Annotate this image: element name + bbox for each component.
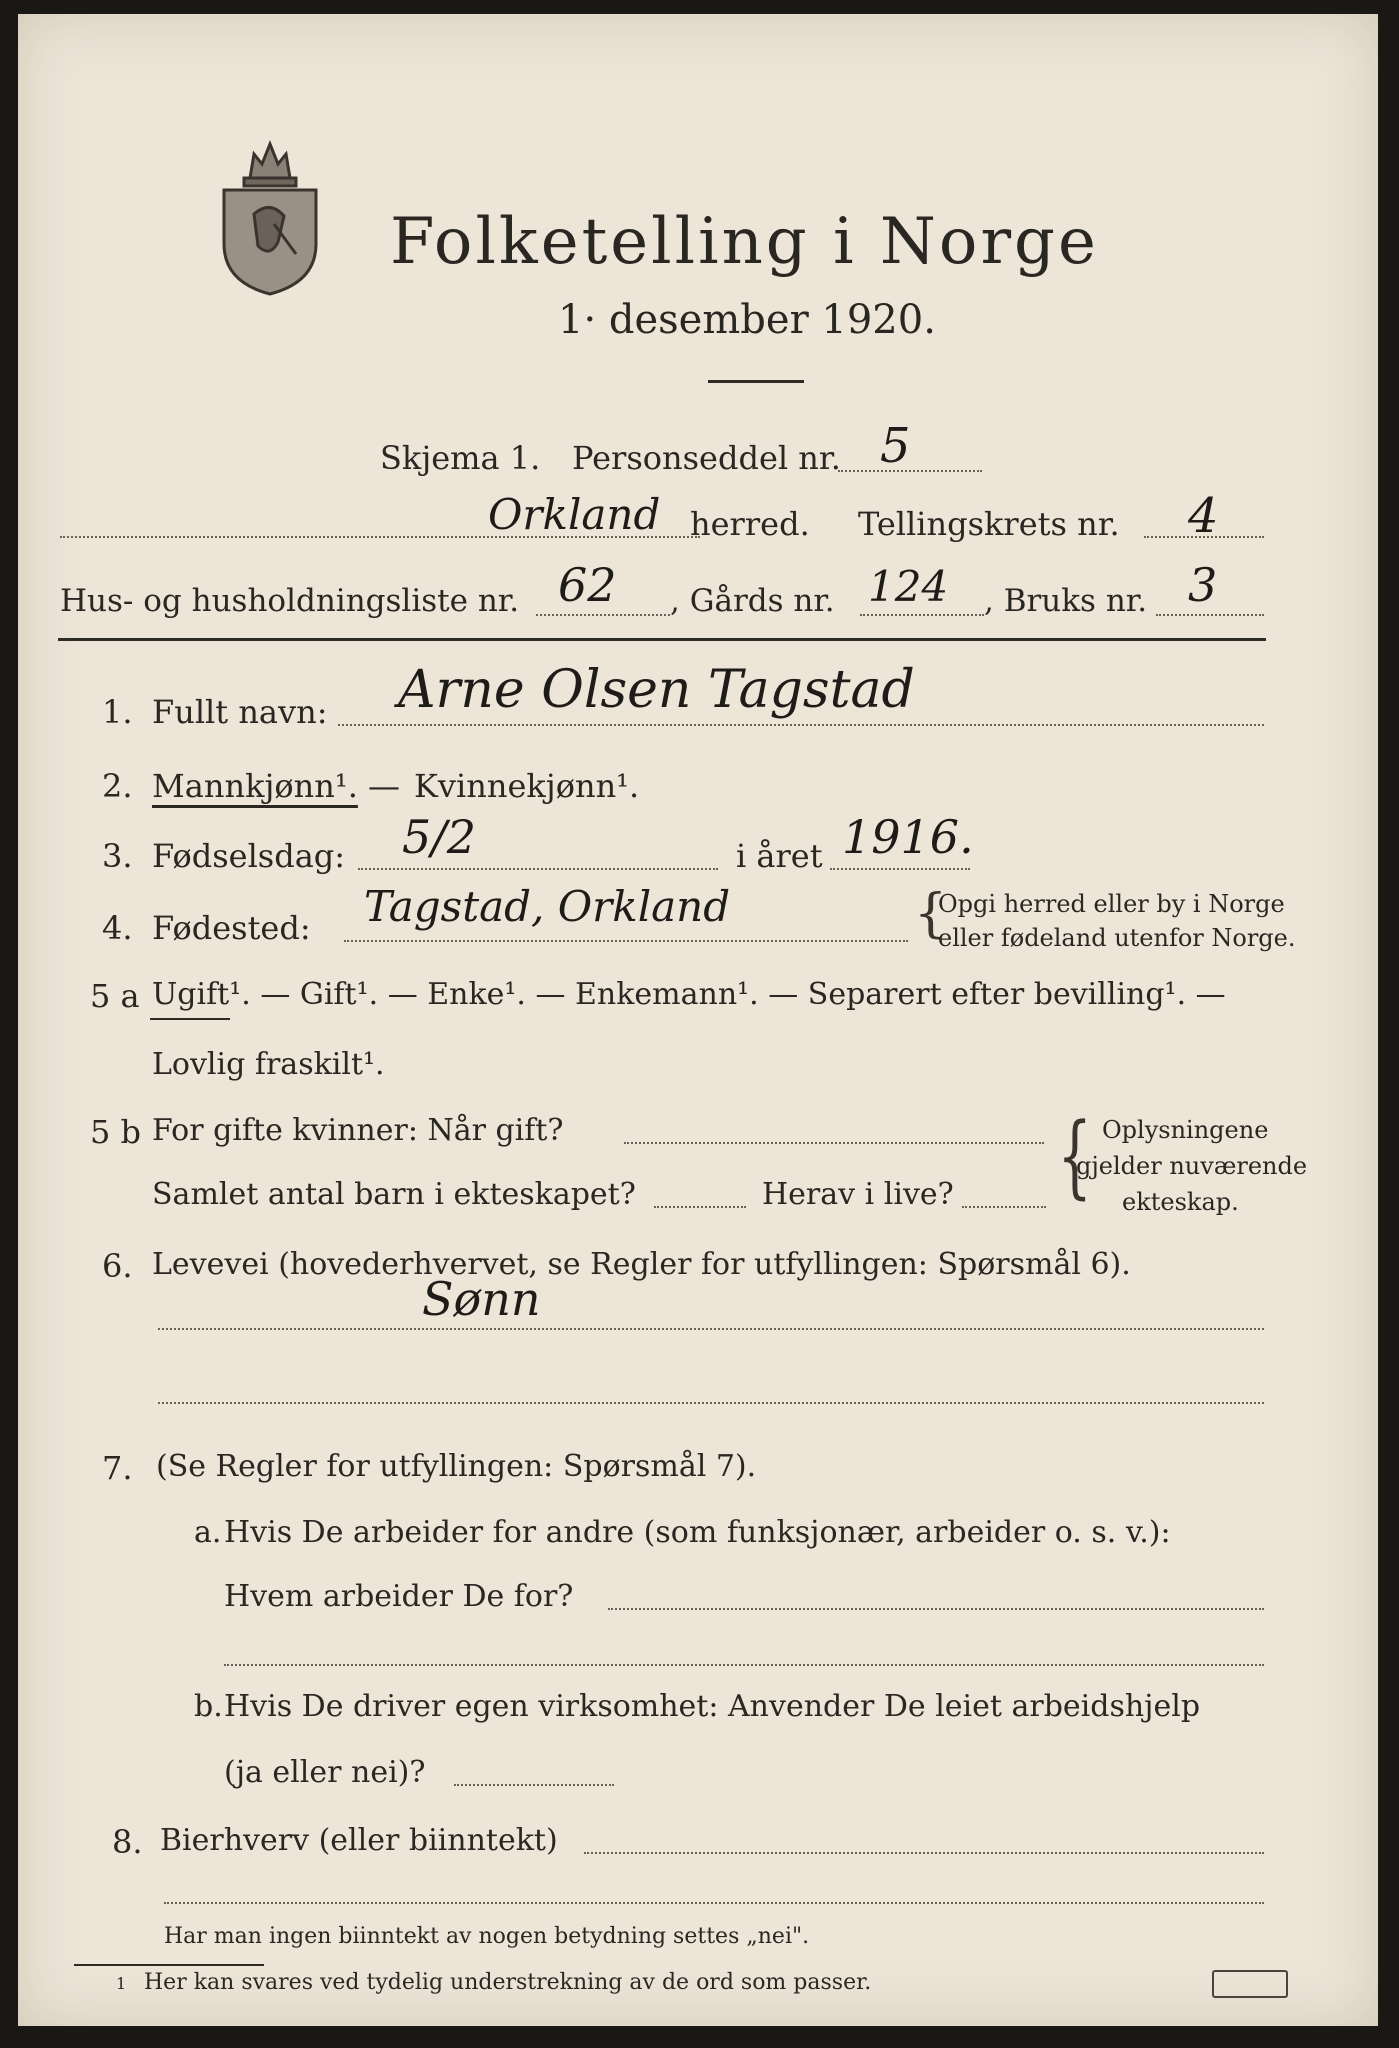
q5b-note3: ekteskap. (1122, 1188, 1239, 1216)
q8-line2 (164, 1902, 1264, 1904)
q3-year-line (830, 868, 970, 870)
tellingskrets-label: Tellingskrets nr. (858, 505, 1120, 543)
q7-number: 7. (102, 1449, 133, 1487)
q7a-line2: Hvem arbeider De for? (224, 1579, 574, 1614)
q5b-line2a-blank (654, 1206, 746, 1208)
q1-label: Fullt navn: (152, 693, 328, 731)
q3-value[interactable]: 5/2 (402, 810, 477, 864)
q1-number: 1. (102, 693, 133, 731)
personseddel-label: Personseddel nr. (572, 439, 841, 477)
q2-separator: — (368, 767, 400, 805)
hus-value[interactable]: 62 (558, 558, 617, 612)
q5b-note2: gjelder nuværende (1076, 1152, 1308, 1180)
q4-note-line1: Opgi herred eller by i Norge (938, 890, 1285, 918)
gards-label: , Gårds nr. (670, 583, 835, 619)
q5a-options-cont[interactable]: Lovlig fraskilt¹. (152, 1047, 385, 1082)
q6-number: 6. (102, 1247, 133, 1285)
q6-label: Levevei (hovederhvervet, se Regler for utfyllingen: Spørsmål 6). (152, 1247, 1131, 1282)
q3-year-label: i året (736, 837, 823, 875)
herred-label: herred. (690, 505, 810, 543)
bruks-label: , Bruks nr. (984, 583, 1148, 619)
q7b-line1: Hvis De driver egen virksomhet: Anvender De leiet arbeidshjelp (224, 1689, 1201, 1724)
q5b-line2a: Samlet antal barn i ekteskapet? (152, 1177, 636, 1212)
q7a-extra-line (224, 1664, 1264, 1666)
q4-number: 4. (102, 909, 133, 947)
footer-note: Har man ingen biinntekt av nogen betydning settes „nei". (164, 1924, 810, 1949)
q5b-brace: { (1057, 1104, 1092, 1209)
q7b-line2-blank (454, 1784, 614, 1786)
q6-line1 (158, 1328, 1264, 1330)
header-rule (58, 638, 1266, 641)
title-divider (708, 380, 804, 383)
q4-brace: { (914, 884, 948, 944)
herred-value[interactable]: Orkland (488, 490, 661, 539)
hus-line (536, 614, 670, 616)
q4-label: Fødested: (152, 909, 311, 947)
coat-of-arms-emblem (214, 134, 326, 296)
q5a-number: 5 a (90, 977, 140, 1015)
personseddel-value[interactable]: 5 (880, 418, 911, 474)
bruks-value[interactable]: 3 (1188, 558, 1218, 612)
q5b-note1: Oplysningene (1102, 1116, 1269, 1144)
q2-male-option[interactable]: Mannkjønn¹. (152, 767, 358, 805)
q4-note-line2: eller fødeland utenfor Norge. (938, 924, 1296, 952)
q6-value[interactable]: Sønn (422, 1272, 541, 1326)
form-date: 1· desember 1920. (558, 297, 936, 343)
tellingskrets-value[interactable]: 4 (1188, 488, 1219, 544)
q2-female-option[interactable]: Kvinnekjønn¹. (414, 767, 640, 805)
q5b-line1-blank (624, 1142, 1044, 1144)
footnote-mark: 1 (116, 1974, 127, 1993)
q3-line (358, 868, 718, 870)
q5b-number: 5 b (90, 1113, 142, 1151)
q4-value[interactable]: Tagstad, Orkland (364, 882, 731, 931)
bruks-line (1156, 614, 1264, 616)
q7a-line2-blank (608, 1608, 1264, 1610)
schema-label: Skjema 1. (380, 439, 541, 477)
q5b-line2b-blank (962, 1206, 1046, 1208)
form-title: Folketelling i Norge (390, 205, 1099, 279)
q7b-letter: b. (194, 1689, 223, 1724)
hus-label: Hus- og husholdningsliste nr. (60, 583, 520, 619)
census-form (18, 14, 1378, 2026)
q5a-ugift-underline (150, 1018, 230, 1020)
q8-line1 (584, 1852, 1264, 1854)
q4-line (344, 940, 908, 942)
q1-line (338, 724, 1264, 726)
footnote-text: Her kan svares ved tydelig understrekning av de ord som passer. (144, 1970, 872, 1995)
q7b-line2: (ja eller nei)? (224, 1755, 426, 1790)
footnote-rule (74, 1964, 264, 1966)
q5b-line1: For gifte kvinner: Når gift? (152, 1113, 564, 1148)
q3-label: Fødselsdag: (152, 837, 346, 875)
q7-label: (Se Regler for utfyllingen: Spørsmål 7). (156, 1449, 757, 1484)
q5b-line2b: Herav i live? (762, 1177, 954, 1212)
q8-number: 8. (112, 1823, 143, 1861)
q7a-line1: Hvis De arbeider for andre (som funksjonær, arbeider o. s. v.): (224, 1515, 1171, 1550)
gards-line (860, 614, 984, 616)
q7a-letter: a. (194, 1515, 222, 1550)
printer-stamp (1212, 1970, 1288, 1998)
q2-number: 2. (102, 767, 133, 805)
gards-value[interactable]: 124 (868, 562, 949, 611)
q5a-options[interactable]: Ugift¹. — Gift¹. — Enke¹. — Enkemann¹. — Separert efter bevilling¹. — (152, 977, 1226, 1012)
q3-year-value[interactable]: 1916. (842, 810, 974, 864)
q3-number: 3. (102, 837, 133, 875)
q6-line2 (158, 1402, 1264, 1404)
q8-label: Bierhverv (eller biinntekt) (160, 1823, 558, 1858)
q1-value[interactable]: Arne Olsen Tagstad (398, 660, 915, 720)
